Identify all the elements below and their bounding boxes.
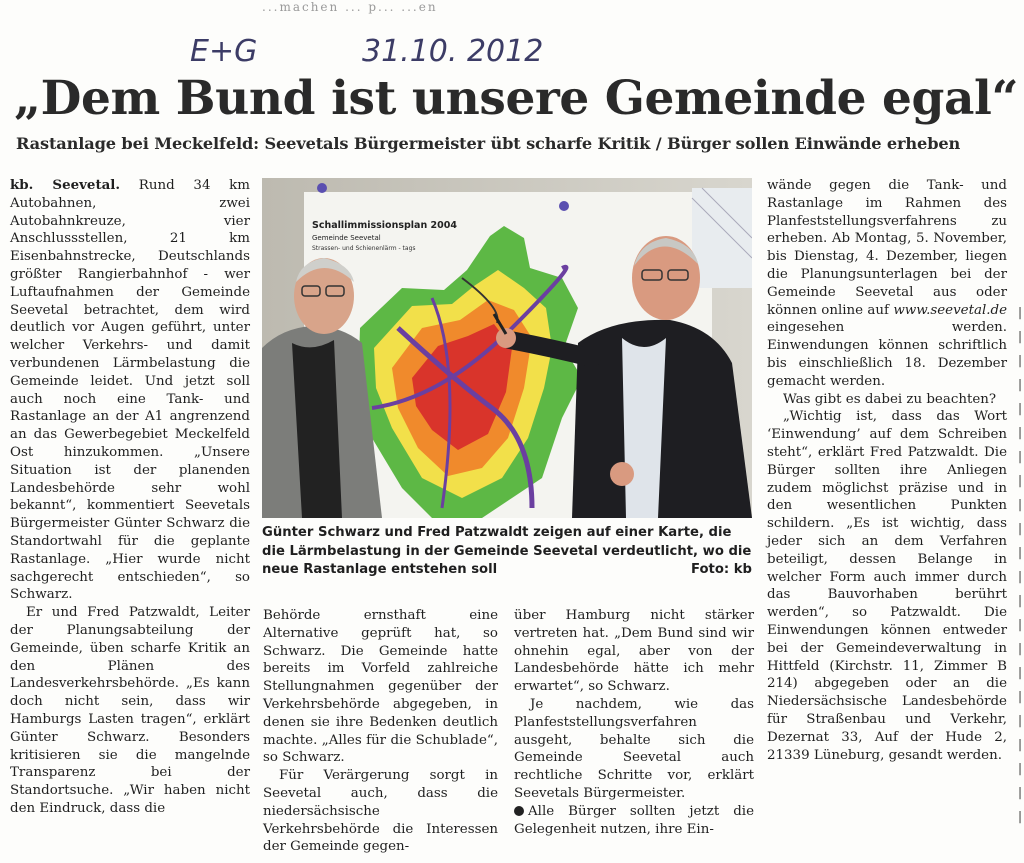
website-link[interactable]: www.seevetal.de [893,302,1007,318]
caption-text: Günter Schwarz und Fred Patzwaldt zeigen auf einer Karte, die die Lärmbelastung in der Gemeinde Seevetal verdeutlicht, wo die neue Rastanlage entstehen soll [262,525,752,577]
article-paragraph: Behörde ernsthaft eine Alternative geprüft hat, so Schwarz. Die Gemeinde hatte bereits im Vorfeld zahlreiche Stellungnahmen gegenüber der Verkehrsbehörde abgegeben, in denen sie ihre Bedenken deutlich machte. „Alles für die Schublade“, so Schwarz. [263,608,498,766]
handwritten-source: E+G [190,34,258,69]
article-paragraph: Er und Fred Patzwaldt, Leiter der Planungsabteilung der Gemeinde, üben scharfe Kritik an den Plänen des Landesverkehrsbehörde. „Es kann doch nicht sein, dass wir Hamburgs Lasten tragen“, erklärt Günter Schwarz. Besonders kritisieren sie die mangelnde Transparenz bei der Standortsuche. „Wir haben nicht den Eindruck, dass die [10,605,250,816]
article-column-2 [263,607,498,856]
article-paragraph: über Hamburg nicht stärker vertreten hat. „Dem Bund sind wir ohnehin egal, aber von der Landesbehörde hätte ich mehr erwartet“, so Schwarz. [514,608,754,695]
adjacent-article-edge: | | | | | | | | | | | | | | | | | | | | | | [1018,305,1023,823]
clipping-top-fragment: ...machen ... p... ...en [262,0,438,14]
article-text: Rund 34 km Autobahnen, zwei Autobahnkreuze, vier Anschlussstellen, 21 km Eisenbahnstrecke, Deutschlands größter Rangierbahnhof - wer Luftaufnahmen der Gemeinde Seevetal betrachtet, dem wird deutlich vor Augen geführt, unter welcher Verkehrs- und damit verbundenen Lärmbelastung die Gemeinde leidet. Und jetzt soll auch noch eine Tank- und Rastanlage an der A1 angrenzend an das Gewerbegebiet Meckelfeld Ost hinzukommen. „Unsere Situation ist der planenden Landesbehörde sehr wohl bekannt“, kommentiert Seevetals Bürgermeister Günter Schwarz die Standortwahl für die geplante Rastanlage. „Hier wurde nicht sachgerecht entschieden“, so Schwarz. [10,178,250,603]
article-photo [262,178,752,518]
article-paragraph: Für Verärgerung sorgt in Seevetal auch, dass die niedersächsische Verkehrsbehörde die Interessen der Gemeinde gegen- [263,768,498,855]
photo-caption [262,524,752,580]
bullet-icon [514,806,524,816]
article-column-3 [514,607,754,838]
article-paragraph: Je nachdem, wie das Planfeststellungsverfahren ausgeht, behalte sich die Gemeinde Seevetal auch rechtliche Schritte vor, erklärt Seevetals Bürgermeister. [514,696,754,801]
handwritten-date: 31.10. 2012 [362,34,544,69]
article-column-1 [10,177,250,818]
photo-credit: Foto: kb [691,562,752,577]
article-paragraph: „Wichtig ist, dass das Wort ‘Einwendung’ auf dem Schreiben steht“, erklärt Fred Patzwaldt. Die Bürger sollten ihre Anliegen zudem möglichst präzise und in den wesentlichen Punkten schildern. „Es ist wichtig, dass jeder sich an dem Verfahren beteiligt, dessen Belange in welcher Form auch immer durch das Bauvorhaben berührt werden“, so Patzwaldt. Die Einwendungen können entweder bei der Gemeindeverwaltung in Hittfeld (Kirchstr. 11, Zimmer B 214) abgegeben oder an die Niedersächsische Landesbehörde für Straßenbau und Verkehr, Dezernat 33, Auf der Hude 2, 21339 Lüneburg, gesandt werden. [767,409,1007,763]
article-paragraph [10,177,250,604]
article-column-4 [767,177,1007,764]
article-paragraph: Was gibt es dabei zu beachten? [783,391,997,407]
map-subtitle-2: Strassen- und Schienenlärm - tags [312,245,416,252]
article-paragraph [767,177,1007,391]
photo-illustration [262,178,752,518]
article-text: Alle Bürger sollten jetzt die Gelegenheit nutzen, ihre Ein- [514,803,754,837]
headline: „Dem Bund ist unsere Gemeinde egal“ [14,71,1019,126]
map-subtitle-1: Gemeinde Seevetal [312,234,381,242]
article-text: eingesehen werden. Einwendungen können schriftlich bis einschließlich 18. Dezember gemacht werden. [767,320,1007,389]
article-paragraph [514,803,754,839]
map-title: Schallimmissionsplan 2004 [312,220,457,231]
byline: kb. Seevetal. [10,177,121,193]
subheadline: Rastanlage bei Meckelfeld: Seevetals Bürgermeister übt scharfe Kritik / Bürger sollen Einwände erheben [16,134,961,153]
article-text: wände gegen die Tank- und Rastanlage im Rahmen des Planfeststellungsverfahrens zu erheben. Ab Montag, 5. November, bis Dienstag, 4. Dezember, liegen die Planungsunterlagen bei der Gemeinde Seevetal aus oder können online auf [767,178,1007,318]
